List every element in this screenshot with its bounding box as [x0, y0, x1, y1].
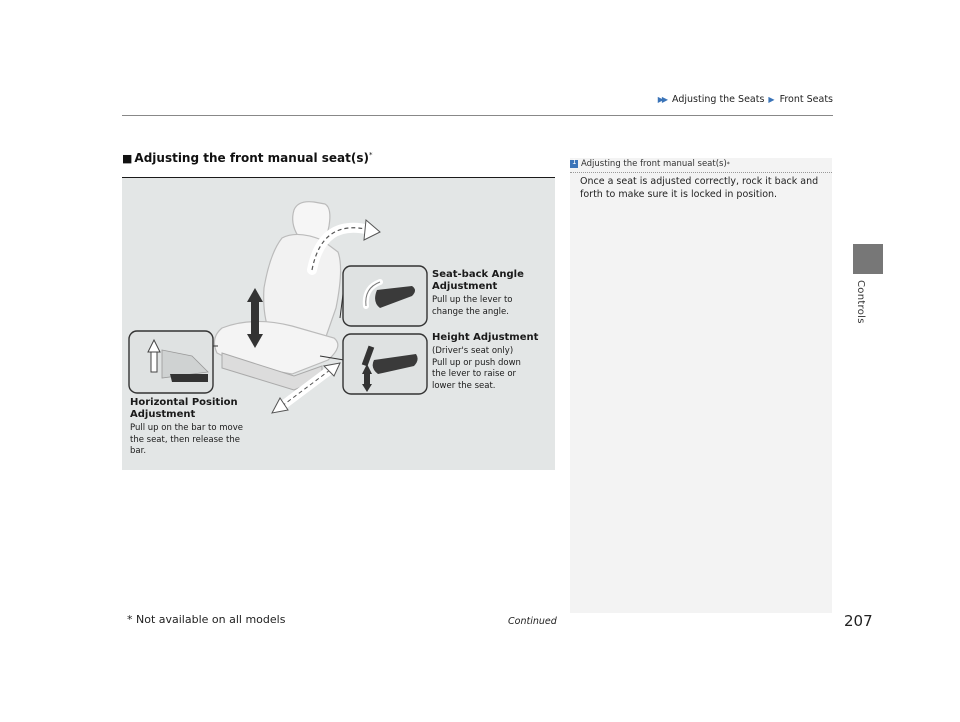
- note-title: [570, 159, 832, 173]
- note-body: [580, 175, 820, 201]
- callout-horizontal: [130, 397, 243, 458]
- square-bullet-icon: ■: [122, 152, 133, 165]
- callout-height-desc-2: Pull up or push down: [432, 357, 521, 368]
- note-title-mark: *: [726, 160, 730, 168]
- callout-seatback-title-2: Adjustment: [432, 281, 498, 292]
- breadcrumb-item-seats[interactable]: Adjusting the Seats: [672, 94, 765, 105]
- section-heading: [122, 151, 372, 165]
- breadcrumb: [658, 94, 833, 105]
- callout-height: [432, 332, 538, 392]
- side-tab-marker: [853, 244, 883, 274]
- callout-seatback-desc-1: Pull up the lever to: [432, 295, 513, 305]
- page-number: 207: [844, 612, 873, 630]
- callout-horizontal-desc-1: Pull up on the bar to move: [130, 423, 243, 433]
- header-rule: [122, 115, 833, 116]
- callout-seatback-angle: [432, 269, 524, 318]
- callout-seatback-title-1: Seat-back Angle: [432, 269, 524, 280]
- callout-height-desc-1: (Driver's seat only): [432, 346, 514, 356]
- callout-height-title: Height Adjustment: [432, 332, 539, 343]
- callout-horizontal-desc-2: the seat, then release the: [130, 434, 240, 445]
- note-body-line-2: forth to make sure it is locked in position.: [580, 189, 778, 200]
- section-heading-text: Adjusting the front manual seat(s): [134, 151, 369, 165]
- callout-horizontal-title-1: Horizontal Position: [130, 397, 238, 408]
- double-arrow-icon: ▶▶: [657, 95, 667, 104]
- continued-label: Continued: [508, 616, 557, 627]
- note-title-text: Adjusting the front manual seat(s): [581, 159, 727, 169]
- callout-horizontal-desc-3: bar.: [130, 446, 147, 456]
- callout-height-desc-4: lower the seat.: [432, 380, 496, 391]
- footnote-mark: *: [368, 151, 373, 159]
- note-body-line-1: Once a seat is adjusted correctly, rock it back and: [580, 176, 819, 187]
- footnote: * Not available on all models: [127, 613, 286, 626]
- arrow-icon: ▶: [768, 95, 775, 104]
- callout-height-desc-3: the lever to raise or: [432, 369, 517, 379]
- seat-illustration: [122, 177, 555, 470]
- callout-horizontal-title-2: Adjustment: [130, 409, 196, 420]
- note-number-icon: 1: [572, 158, 577, 166]
- side-tab-label[interactable]: Controls: [855, 280, 866, 324]
- breadcrumb-item-front-seats[interactable]: Front Seats: [779, 94, 833, 105]
- note-panel: [570, 158, 832, 613]
- callout-seatback-desc-2: change the angle.: [432, 306, 509, 317]
- height-arrow-seat: [251, 300, 259, 336]
